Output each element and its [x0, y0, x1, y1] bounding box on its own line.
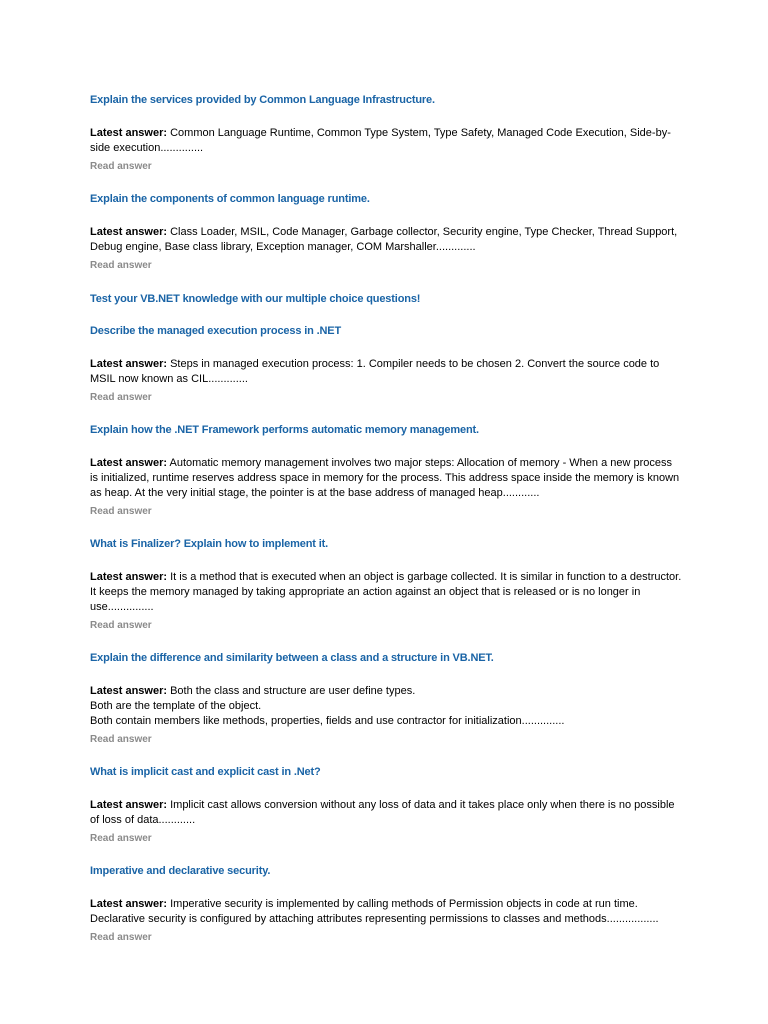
answer-body: It is a method that is executed when an object is garbage collected. It is similar in function to a destructor. It keeps the memory managed by taking appropriate an action against an object that is released or is no longer in use............... [90, 571, 682, 613]
answer-label: Latest answer: [90, 127, 168, 139]
answer-body: Steps in managed execution process: 1. Compiler needs to be chosen 2. Convert the source code to MSIL now known as CIL............. [90, 358, 660, 385]
answer-text [90, 798, 682, 828]
answer-text [90, 456, 682, 501]
answer-label: Latest answer: [90, 799, 168, 811]
question-link[interactable]: What is Finalizer? Explain how to implement it. [90, 538, 329, 550]
question-link[interactable]: Explain the services provided by Common Language Infrastructure. [90, 94, 435, 106]
qa-item [90, 93, 682, 174]
qa-item [90, 765, 682, 846]
answer-label: Latest answer: [90, 457, 168, 469]
question-link[interactable]: Describe the managed execution process in .NET [90, 325, 342, 337]
qa-item [90, 651, 682, 747]
answer-text [90, 684, 682, 729]
read-answer-link[interactable]: Read answer [90, 620, 152, 631]
answer-body: Automatic memory management involves two major steps: Allocation of memory - When a new process is initialized, runtime reserves address space in memory for the process. This address space inside the memory is known as heap. At the very initial stage, the pointer is at the base address of managed heap............ [90, 457, 680, 499]
answer-body: Both the class and structure are user define types. Both are the template of the object. Both contain members like methods, properties, fields and use contractor for initialization.............. [90, 685, 565, 727]
question-link[interactable]: What is implicit cast and explicit cast in .Net? [90, 766, 321, 778]
answer-text [90, 357, 682, 387]
question-link[interactable]: Explain the difference and similarity between a class and a structure in VB.NET. [90, 652, 494, 664]
qa-item [90, 864, 682, 945]
qa-item [90, 537, 682, 633]
faq-list [90, 93, 682, 945]
read-answer-link[interactable]: Read answer [90, 932, 152, 943]
question-link[interactable]: Explain how the .NET Framework performs automatic memory management. [90, 424, 479, 436]
answer-text [90, 570, 682, 615]
answer-body: Implicit cast allows conversion without any loss of data and it takes place only when there is no possible of loss of data............ [90, 799, 675, 826]
read-answer-link[interactable]: Read answer [90, 392, 152, 403]
answer-text [90, 225, 682, 255]
read-answer-link[interactable]: Read answer [90, 161, 152, 172]
answer-label: Latest answer: [90, 226, 168, 238]
qa-item [90, 192, 682, 273]
quiz-promo-link[interactable]: Test your VB.NET knowledge with our multiple choice questions! [90, 293, 421, 305]
answer-label: Latest answer: [90, 685, 168, 697]
qa-item [90, 324, 682, 405]
answer-label: Latest answer: [90, 571, 168, 583]
question-link[interactable]: Explain the components of common language runtime. [90, 193, 370, 205]
question-link[interactable]: Imperative and declarative security. [90, 865, 271, 877]
read-answer-link[interactable]: Read answer [90, 260, 152, 271]
qa-item [90, 423, 682, 519]
read-answer-link[interactable]: Read answer [90, 833, 152, 844]
answer-label: Latest answer: [90, 898, 168, 910]
answer-body: Class Loader, MSIL, Code Manager, Garbage collector, Security engine, Type Checker, Thread Support, Debug engine, Base class library, Exception manager, COM Marshaller............. [90, 226, 678, 253]
read-answer-link[interactable]: Read answer [90, 734, 152, 745]
answer-text [90, 897, 682, 927]
answer-label: Latest answer: [90, 358, 168, 370]
read-answer-link[interactable]: Read answer [90, 506, 152, 517]
answer-text [90, 126, 682, 156]
answer-body: Common Language Runtime, Common Type System, Type Safety, Managed Code Execution, Side-by-side execution.............. [90, 127, 671, 154]
answer-body: Imperative security is implemented by calling methods of Permission objects in code at run time. Declarative security is configured by attaching attributes representing permissions to classes and methods................. [90, 898, 659, 925]
